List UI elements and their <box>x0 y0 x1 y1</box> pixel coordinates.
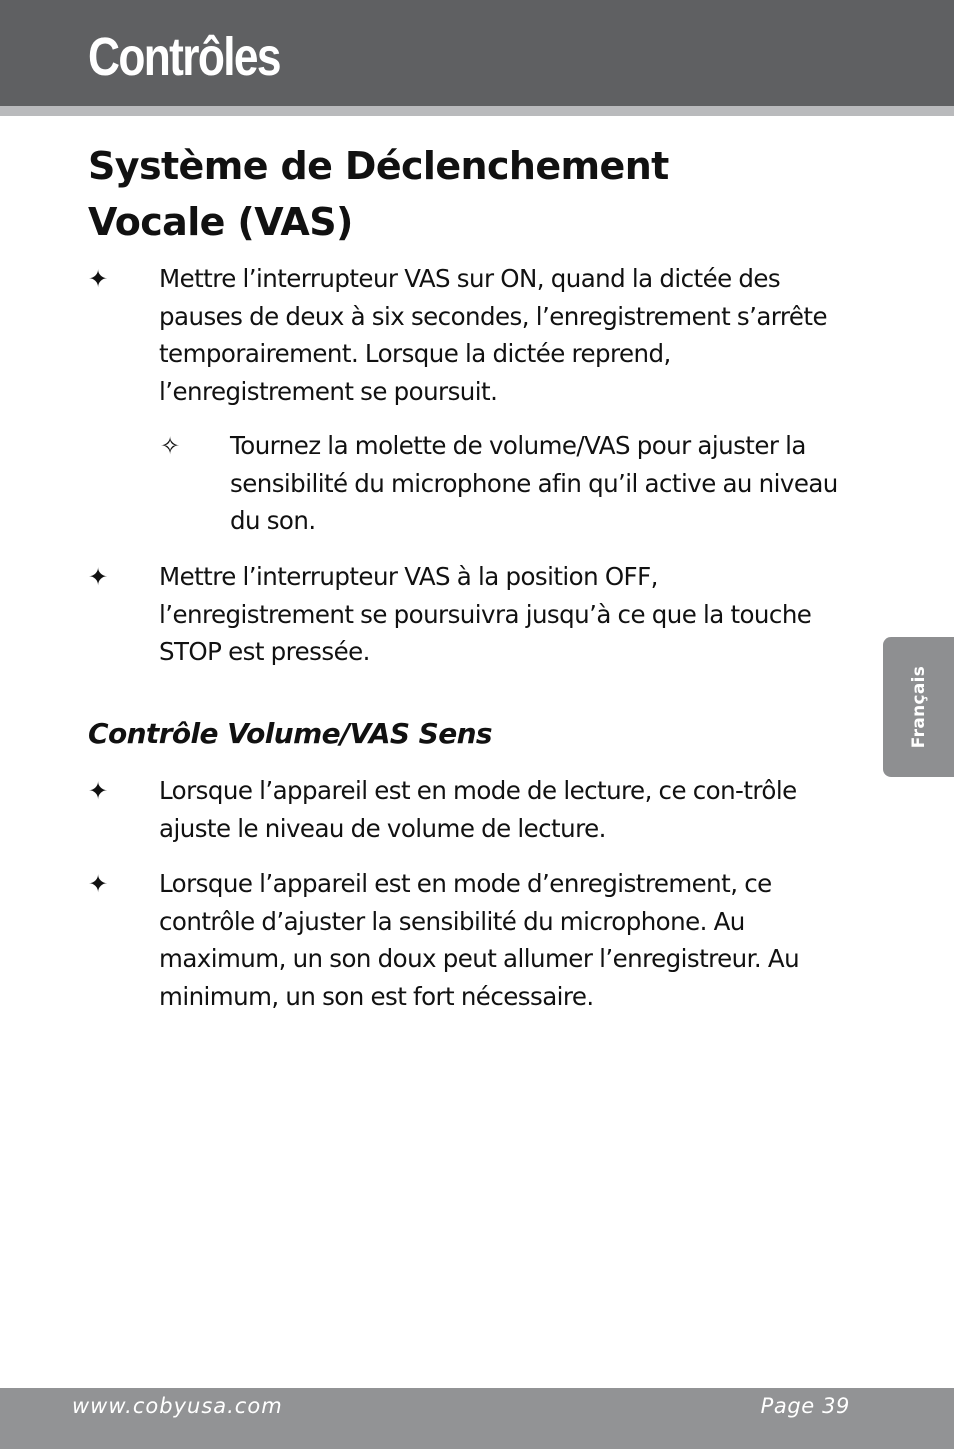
language-tab <box>883 637 954 777</box>
list-item-text: Mettre l’interrupteur VAS sur ON, quand la dictée des pauses de deux à six secondes, l’enregistrement s’arrête temporairement. Lorsque la dictée reprend, l’enregistrement se poursuit. <box>159 264 827 407</box>
four-point-star-bullet-icon: ✦ <box>88 870 109 898</box>
sub-list-item-text: Tournez la molette de volume/VAS pour ajuster la sensibilité du microphone afin qu’il active au niveau du son. <box>230 431 838 536</box>
footer-page-number: Page 39 <box>760 1394 850 1418</box>
subsection-heading: Contrôle Volume/VAS Sens <box>88 717 492 750</box>
language-tab-label: Français <box>908 665 929 749</box>
four-point-star-bullet-icon: ✦ <box>88 563 109 591</box>
four-point-star-bullet-icon: ✦ <box>88 265 109 293</box>
outline-star-bullet-icon: ✧ <box>160 432 181 460</box>
four-point-star-bullet-icon: ✦ <box>88 777 109 805</box>
header-divider <box>0 106 954 116</box>
section-heading-line-1: Système de Déclenchement <box>88 144 669 188</box>
section-heading-line-2: Vocale (VAS) <box>88 200 353 244</box>
list-item-text: Lorsque l’appareil est en mode d’enregistrement, ce contrôle d’ajuster la sensibilité du microphone. Au maximum, un son doux peut allumer l’enregistreur. Au minimum, un son est fort nécessaire. <box>159 869 800 1012</box>
footer-website: www.cobyusa.com <box>72 1394 283 1418</box>
list-item-text: Lorsque l’appareil est en mode de lecture, ce con-trôle ajuste le niveau de volume de lecture. <box>159 776 797 843</box>
page-title: Contrôles <box>88 27 280 87</box>
list-item-text: Mettre l’interrupteur VAS à la position OFF, l’enregistrement se poursuivra jusqu’à ce que la touche STOP est pressée. <box>159 562 812 667</box>
section-heading <box>88 138 788 250</box>
